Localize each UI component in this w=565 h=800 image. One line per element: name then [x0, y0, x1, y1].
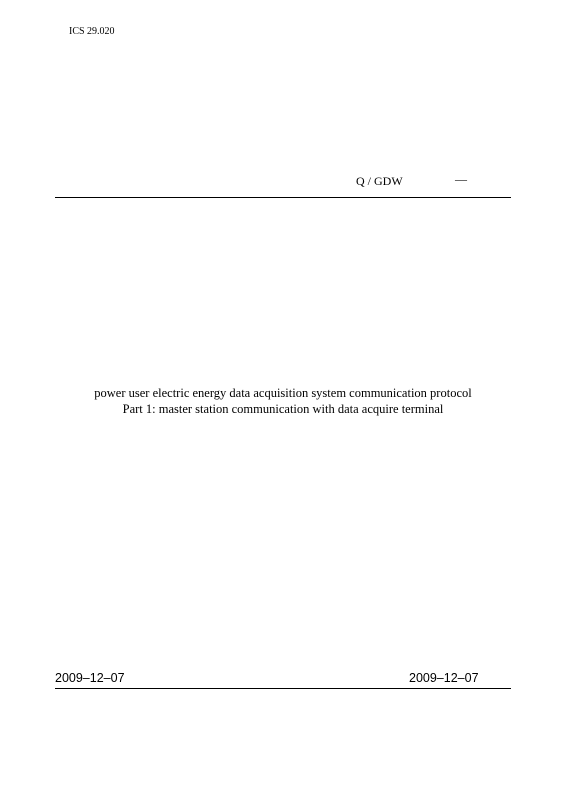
ics-classification: ICS 29.020	[69, 26, 115, 37]
document-title	[55, 385, 511, 417]
title-line-1: power user electric energy data acquisition system communication protocol	[94, 386, 472, 400]
footer-divider	[55, 688, 511, 689]
title-line-2: Part 1: master station communication with data acquire terminal	[122, 402, 444, 416]
standard-number-dash: —	[455, 172, 467, 186]
standard-code: Q / GDW	[356, 174, 403, 188]
issue-date: 2009–12–07	[55, 671, 125, 685]
implementation-date: 2009–12–07	[409, 671, 479, 685]
header-divider	[55, 197, 511, 198]
